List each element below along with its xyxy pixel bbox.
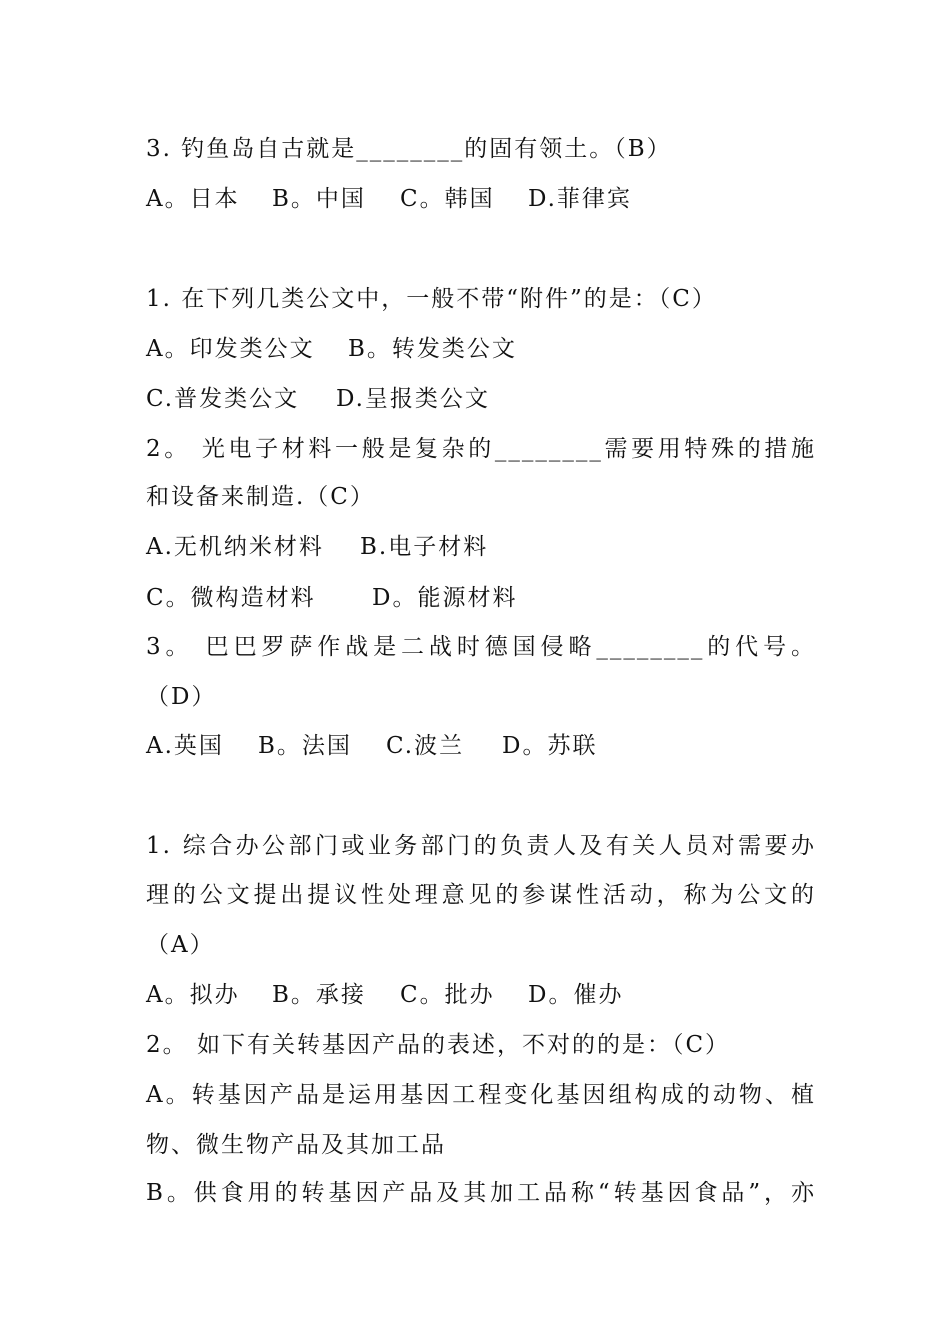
- option-a: A。日本: [146, 186, 240, 212]
- option-text: A。转基因产品是运用基因工程变化基因组构成的动物、植: [146, 1082, 816, 1108]
- answer-options: [146, 334, 816, 364]
- option-a: A。拟办: [146, 982, 240, 1008]
- question-text: 1. 在下列几类公文中，一般不带“附件”的是：（C）: [146, 286, 717, 312]
- option-d: D.菲律宾: [528, 186, 632, 212]
- option-c: C。批办: [400, 982, 495, 1008]
- answer-options: [146, 384, 816, 414]
- question-text: 2。 如下有关转基因产品的表述，不对的的是：（C）: [146, 1032, 731, 1058]
- option-a: A.英国: [146, 733, 224, 759]
- question-text: 1. 综合办公部门或业务部门的负责人及有关人员对需要办: [146, 833, 816, 859]
- question-text: 3. 钓鱼岛自古就是________的固有领土。（B）: [146, 136, 672, 162]
- answer-options: [146, 583, 816, 613]
- option-text: 物、微生物产品及其加工品: [146, 1132, 446, 1158]
- question-text: 理的公文提出提议性处理意见的参谋性活动，称为公文的: [146, 882, 816, 908]
- answer-options: [146, 980, 816, 1010]
- option-d: D.呈报类公文: [336, 386, 490, 412]
- question-text: （A）: [146, 932, 215, 958]
- option-d: D。催办: [528, 982, 624, 1008]
- option-text: B。供食用的转基因产品及其加工品称“转基因食品”，亦: [146, 1180, 816, 1206]
- option-c: C.波兰: [386, 733, 465, 759]
- answer-options: [146, 731, 816, 761]
- answer-options: [146, 532, 816, 562]
- option-d: D。能源材料: [372, 585, 518, 611]
- question-text: 2。 光电子材料一般是复杂的________需要用特殊的措施: [146, 436, 816, 462]
- option-c: C。微构造材料: [146, 585, 316, 611]
- option-b: B。中国: [272, 186, 366, 212]
- option-b: B。法国: [258, 733, 352, 759]
- option-b: B。转发类公文: [348, 336, 517, 362]
- option-c: C.普发类公文: [146, 386, 300, 412]
- option-d: D。苏联: [502, 733, 598, 759]
- option-b: B.电子材料: [360, 534, 489, 560]
- option-a: A.无机纳米材料: [146, 534, 324, 560]
- question-text: 和设备来制造.（C）: [146, 484, 375, 510]
- option-b: B。承接: [272, 982, 366, 1008]
- option-a: A。印发类公文: [146, 336, 315, 362]
- question-text: （D）: [146, 684, 217, 710]
- option-c: C。韩国: [400, 186, 495, 212]
- question-text: 3。 巴巴罗萨作战是二战时德国侵略________的代号。: [146, 634, 816, 660]
- answer-options: [146, 184, 816, 214]
